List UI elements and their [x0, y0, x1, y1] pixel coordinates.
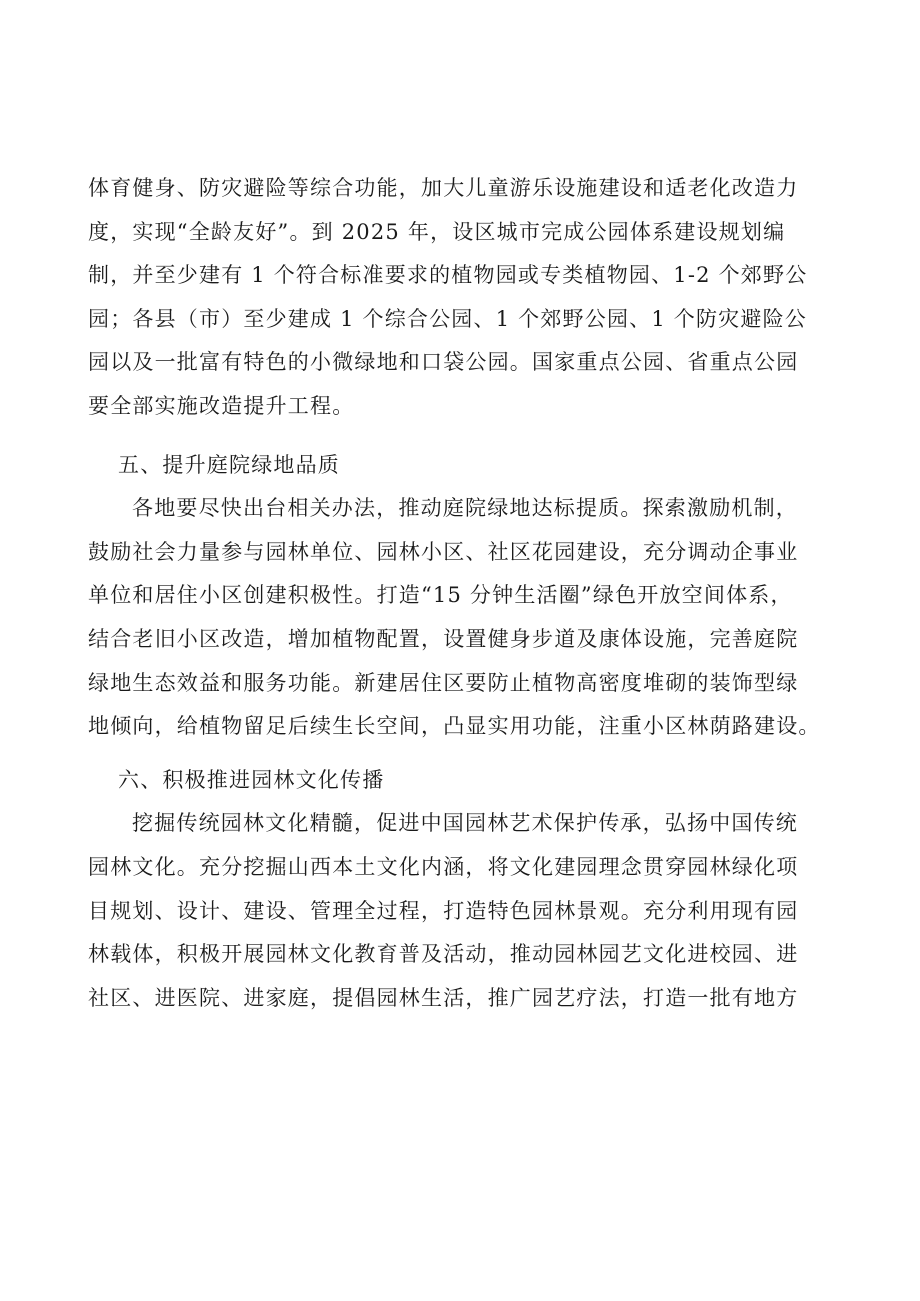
text-line: 度，实现“全龄友好”。到 2025 年，设区城市完成公园体系建设规划编	[88, 219, 786, 244]
text-line: 园林文化。充分挖掘山西本土文化内涵，将文化建园理念贯穿园林绿化项	[88, 854, 799, 879]
paragraph-garden-culture	[88, 802, 848, 1020]
section-heading-5: 五、提升庭院绿地品质	[118, 452, 340, 477]
text-line: 目规划、设计、建设、管理全过程，打造特色园林景观。充分利用现有园	[88, 898, 799, 923]
paragraph-courtyard-greenery	[88, 487, 848, 749]
text-line: 社区、进医院、进家庭，提倡园林生活，推广园艺疗法，打造一批有地方	[88, 985, 799, 1010]
text-line: 绿地生态效益和服务功能。新建居住区要防止植物高密度堆砌的装饰型绿	[88, 670, 799, 695]
text-line: 单位和居住小区创建积极性。打造“15 分钟生活圈”绿色开放空间体系，	[88, 583, 793, 608]
text-line: 要全部实施改造提升工程。	[88, 393, 355, 418]
text-line: 园以及一批富有特色的小微绿地和口袋公园。国家重点公园、省重点公园	[88, 350, 799, 375]
text-line: 地倾向，给植物留足后续生长空间，凸显实用功能，注重小区林荫路建设。	[88, 714, 821, 739]
document-body	[88, 167, 848, 1020]
text-line: 林载体，积极开展园林文化教育普及活动，推动园林园艺文化进校园、进	[88, 942, 799, 967]
section-heading-6: 六、积极推进园林文化传播	[118, 767, 385, 792]
text-line: 各地要尽快出台相关办法，推动庭院绿地达标提质。探索激励机制，	[132, 496, 798, 521]
text-line: 鼓励社会力量参与园林单位、园林小区、社区花园建设，充分调动企事业	[88, 539, 799, 564]
text-line: 挖掘传统园林文化精髓，促进中国园林艺术保护传承，弘扬中国传统	[132, 811, 798, 836]
paragraph-park-system	[88, 167, 848, 429]
text-line: 园；各县（市）至少建成 1 个综合公园、1 个郊野公园、1 个防灾避险公	[88, 306, 807, 331]
text-line: 制，并至少建有 1 个符合标准要求的植物园或专类植物园、1-2 个郊野公	[88, 263, 808, 288]
text-line: 体育健身、防灾避险等综合功能，加大儿童游乐设施建设和适老化改造力	[88, 176, 799, 200]
text-line: 结合老旧小区改造，增加植物配置，设置健身步道及康体设施，完善庭院	[88, 626, 799, 651]
